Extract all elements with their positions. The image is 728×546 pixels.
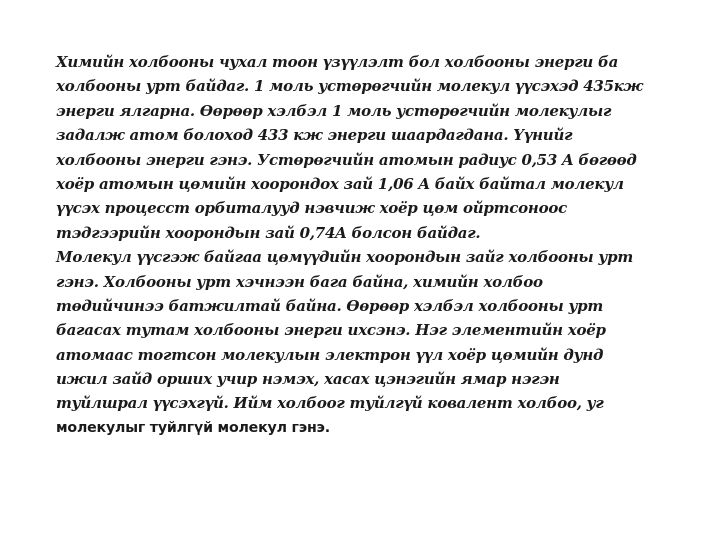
- text-line-10: гэнэ. Холбооны урт хэчнээн бага байна, химийн холбоо: [56, 272, 543, 291]
- text-line-6: хоёр атомын цөмийн хоорондох зай 1,06 A байх байтал молекул: [56, 174, 624, 193]
- text-line-1: Химийн холбооны чухал тоон үзүүлэлт бол холбооны энерги ба: [56, 53, 619, 71]
- text-line-7: үүсэх процесст орбиталууд нэвчиж хоёр цөм ойртсоноос: [56, 199, 568, 218]
- text-line-16: молекулыг туйлгүй молекул гэнэ.: [56, 419, 330, 436]
- text-line-8: тэдгээрийн хоорондын зай 0,74A болсон байдаг.: [56, 223, 481, 242]
- text-line-4: задалж атом болоход 433 кж энерги шаардагдана. Үүнийг: [56, 126, 573, 145]
- text-line-9: Молекул үүсгэж байгаа цөмүүдийн хоорондын зайг холбооны урт: [56, 248, 633, 267]
- text-line-2: холбооны урт байдаг. 1 моль устөрөгчийн молекул үүсэхэд 435кж: [56, 77, 644, 96]
- text-line-3: энерги ялгарна. Өөрөөр хэлбэл 1 моль устөрөгчийн молекулыг: [56, 101, 612, 120]
- text-line-15: туйлшрал үүсэхгүй. Ийм холбоог туйлгүй ковалент холбоо, уг: [56, 394, 604, 413]
- text-line-13: атомаас тогтсон молекулын электрон үүл хоёр цөмийн дунд: [56, 345, 604, 364]
- text-line-14: ижил зайд орших учир нэмэх, хасах цэнэгийн ямар нэгэн: [56, 370, 560, 389]
- text-line-11: төдийчинээ батжилтай байна. Өөрөөр хэлбэл холбооны урт: [56, 296, 604, 315]
- text-line-12: багасах тутам холбооны энерги ихсэнэ. Нэг элементийн хоёр: [56, 321, 606, 340]
- text-line-5: холбооны энерги гэнэ. Устөрөгчийн атомын радиус 0,53 A бөгөөд: [56, 150, 637, 169]
- body-text: [56, 50, 686, 440]
